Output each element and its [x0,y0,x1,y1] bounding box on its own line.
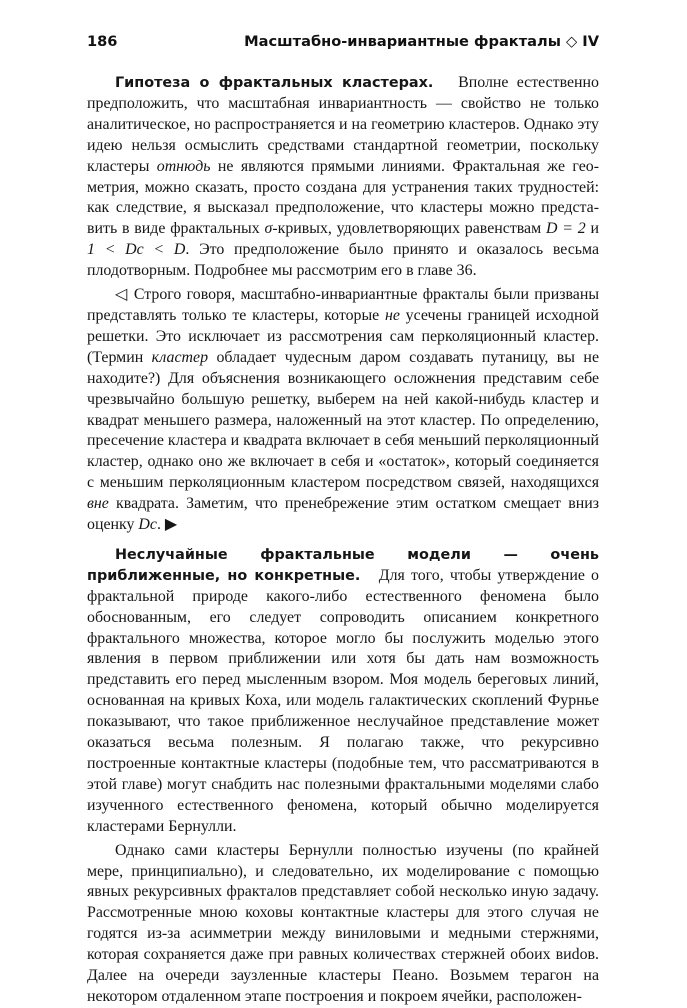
text-run: Вполне естественно предположить, что масштабная инвариантность — свойство не только аналитическое, но распространяется и на геометрию кластеров. Однако эту идею нельзя осмыслить средствами стандартной геометрии, поскольку кластеры [87,74,600,175]
text-run: Для того, чтобы утверждение о фрактальной природе какого-либо естественного феномена было обоснованным, его следует сопроводить описанием конкретного фрактального множества, которое могло бы послужить моделью этого явления в первом приближении или хотя бы дать нам возможность представить его перед мысленным взором. Моя модель береговых линий, основанная на кривых Коха, или модель галактических скоплений Фурнье показывают, что такое приближенное неслучайное представление может оказаться весьма полезным. Я полагаю также, что рекурсивно построенные контактные кластеры (подобные тем, что рассматриваются в этой главе) могут снабдить нас полезными фрактальными моделями слабо изученного естественного феномена, который обычно моделируется кластерами Бернулли. [87,566,599,835]
emphasis: не [384,306,400,324]
text-run: квадрата. Заметим, что пренебрежение этим остатком смещает вниз оценку [87,495,599,534]
text-run: -кривых, удовлетворяющих равенствам [272,220,546,238]
text-run: не являются прямыми линиями. Фрактальная же геометрия, можно сказать, просто создана для устранения таких трудностей: как следствие, я высказал предположение, что кластеры можно представить в виде фрактальных [87,157,599,238]
math-sigma: σ [264,220,273,238]
emphasis: отнюдь [156,157,211,175]
emphasis: вне [87,495,109,513]
math-dc: Dc [138,516,157,534]
main-text [87,73,599,1008]
text-run: и [585,220,600,238]
text-run: обладает чудесным даром создавать путаницу, вы не находите?) Для объяснения возникающего осложнения представим себе чрезвычайно большую решетку, выберем на ней какой-нибудь кластер и квадрат меньшего размера, наложенный на этот кластер. По определению, пресечение кластера и квадрата включает в себя меньший перколяционный кластер, однако оно же включает в себя и «остаток», который соединяется с меньшим перколяционным кластером посредством связей, находящихся [87,348,599,492]
paragraph-bernoulli-clusters [87,841,599,1008]
paragraph-fractal-cluster-hypothesis [87,73,599,282]
text-run: усечены границей исходной решетки. Это исключает из рассмотрения сам перколяционный кластер. (Термин [87,306,599,366]
emphasis: кластер [151,348,209,366]
running-title: Масштабно-инвариантные фракталы ◇ IV [244,33,599,50]
section-heading-nonrandom-models: Неслучайные фрактальные модели — очень приближенные, но конкретные. [87,546,599,584]
text-run: Однако сами кластеры Бернулли полностью изучены (по крайней мере, принципиально), и следовательно, их моделирование с помощью явных рекурсивных фракталов представляет собой несколько иную задачу. Рассмотренные мною коховы контактные кластеры для этого случая не годятся из-за асимметрии между виниловыми и медными стержнями, которая сохраняется даже при равных количествах стержней обоих виdов. Далее на очереди заузленные кластеры Пеано. Возьмем терагон на некотором отдаленном этапе построения и покроем ячейки, расположен- [87,841,599,1005]
section-heading-hypothesis: Гипотеза о фрактальных кластерах. [115,75,434,91]
text-run: . Это предположение было принято и оказалось весьма плодотворным. Подробнее мы рассмотрим его в главе 36. [87,241,599,280]
running-header [87,33,599,55]
math-d-equals-2: D = 2 [545,220,586,238]
text-run: . ▶ [156,516,178,534]
page-number: 186 [87,33,118,50]
text-run: ◁ Строго говоря, масштабно-инвариантные фракталы были призваны представлять только те кластеры, которые [87,286,599,324]
paragraph-nonrandom-models [87,545,599,838]
math-dc-inequality: 1 < Dc < D [87,241,186,259]
paragraph-strictly-speaking [87,285,599,536]
